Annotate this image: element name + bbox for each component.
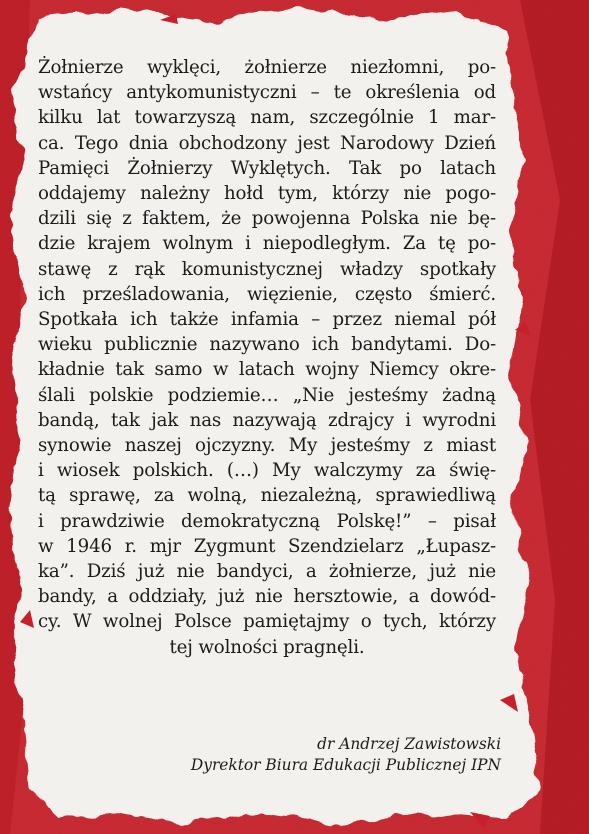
article-line: ca. Tego dnia obchodzony jest Narodowy Dzień — [38, 132, 496, 154]
article-line: bandy, a oddziały, już nie hersztowie, a dowód- — [38, 586, 496, 608]
article-line: wstańcy antykomunistyczni – te określenia od — [38, 82, 496, 104]
article-line: kładnie tak samo w latach wojny Niemcy okre- — [38, 359, 496, 381]
article-line: tej wolności pragnęli. — [169, 636, 365, 658]
article-line: kilku lat towarzyszą nam, szczególnie 1 mar- — [38, 107, 496, 129]
article-line: Pamięci Żołnierzy Wyklętych. Tak po latach — [38, 157, 496, 179]
article-line: Żołnierze wyklęci, żołnierze niezłomni, po- — [38, 57, 496, 78]
article-line: ka”. Dziś już nie bandyci, a żołnierze, już nie — [38, 561, 496, 583]
article-line: cy. W wolnej Polsce pamiętajmy o tych, którzy — [38, 611, 496, 633]
article-line: dzie krajem wolnym i niepodległym. Za tę po- — [38, 233, 496, 255]
article-line: synowie naszej ojczyzny. My jesteśmy z miast — [38, 435, 496, 457]
article-line: bandą, tak jak nas nazywają zdrajcy i wyrodni — [38, 409, 496, 431]
article-line: ich prześladowania, więzienie, często śmierć. — [38, 283, 496, 305]
article-line: i wiosek polskich. (…) My walczymy za świę- — [38, 460, 496, 482]
article-line: tą sprawę, za wolną, niezależną, sprawiedliwą — [38, 485, 496, 507]
article-line: dzili się z faktem, że powojenna Polska nie bę- — [38, 208, 496, 230]
article-line: w 1946 r. mjr Zygmunt Szendzielarz „Łupasz- — [38, 535, 496, 557]
article-line: ślali polskie podziemie… „Nie jesteśmy żadną — [38, 384, 496, 406]
article-line: stawę z rąk komunistycznej władzy spotkały — [38, 258, 496, 280]
article-text — [38, 55, 496, 660]
article-line: Spotkała ich także infamia – przez niemal pół — [38, 309, 496, 331]
author-position: Dyrektor Biura Edukacji Publicznej IPN — [190, 756, 501, 774]
article-line: i prawdziwie demokratyczną Polskę!” – pisał — [38, 510, 496, 532]
article-line: wieku publicznie nazywano ich bandytami. Do- — [38, 334, 496, 356]
author-name: dr Andrzej Zawistowski — [317, 735, 501, 753]
signature — [191, 734, 501, 776]
article-line: oddajemy należny hołd tym, którzy nie pogo- — [38, 183, 496, 205]
